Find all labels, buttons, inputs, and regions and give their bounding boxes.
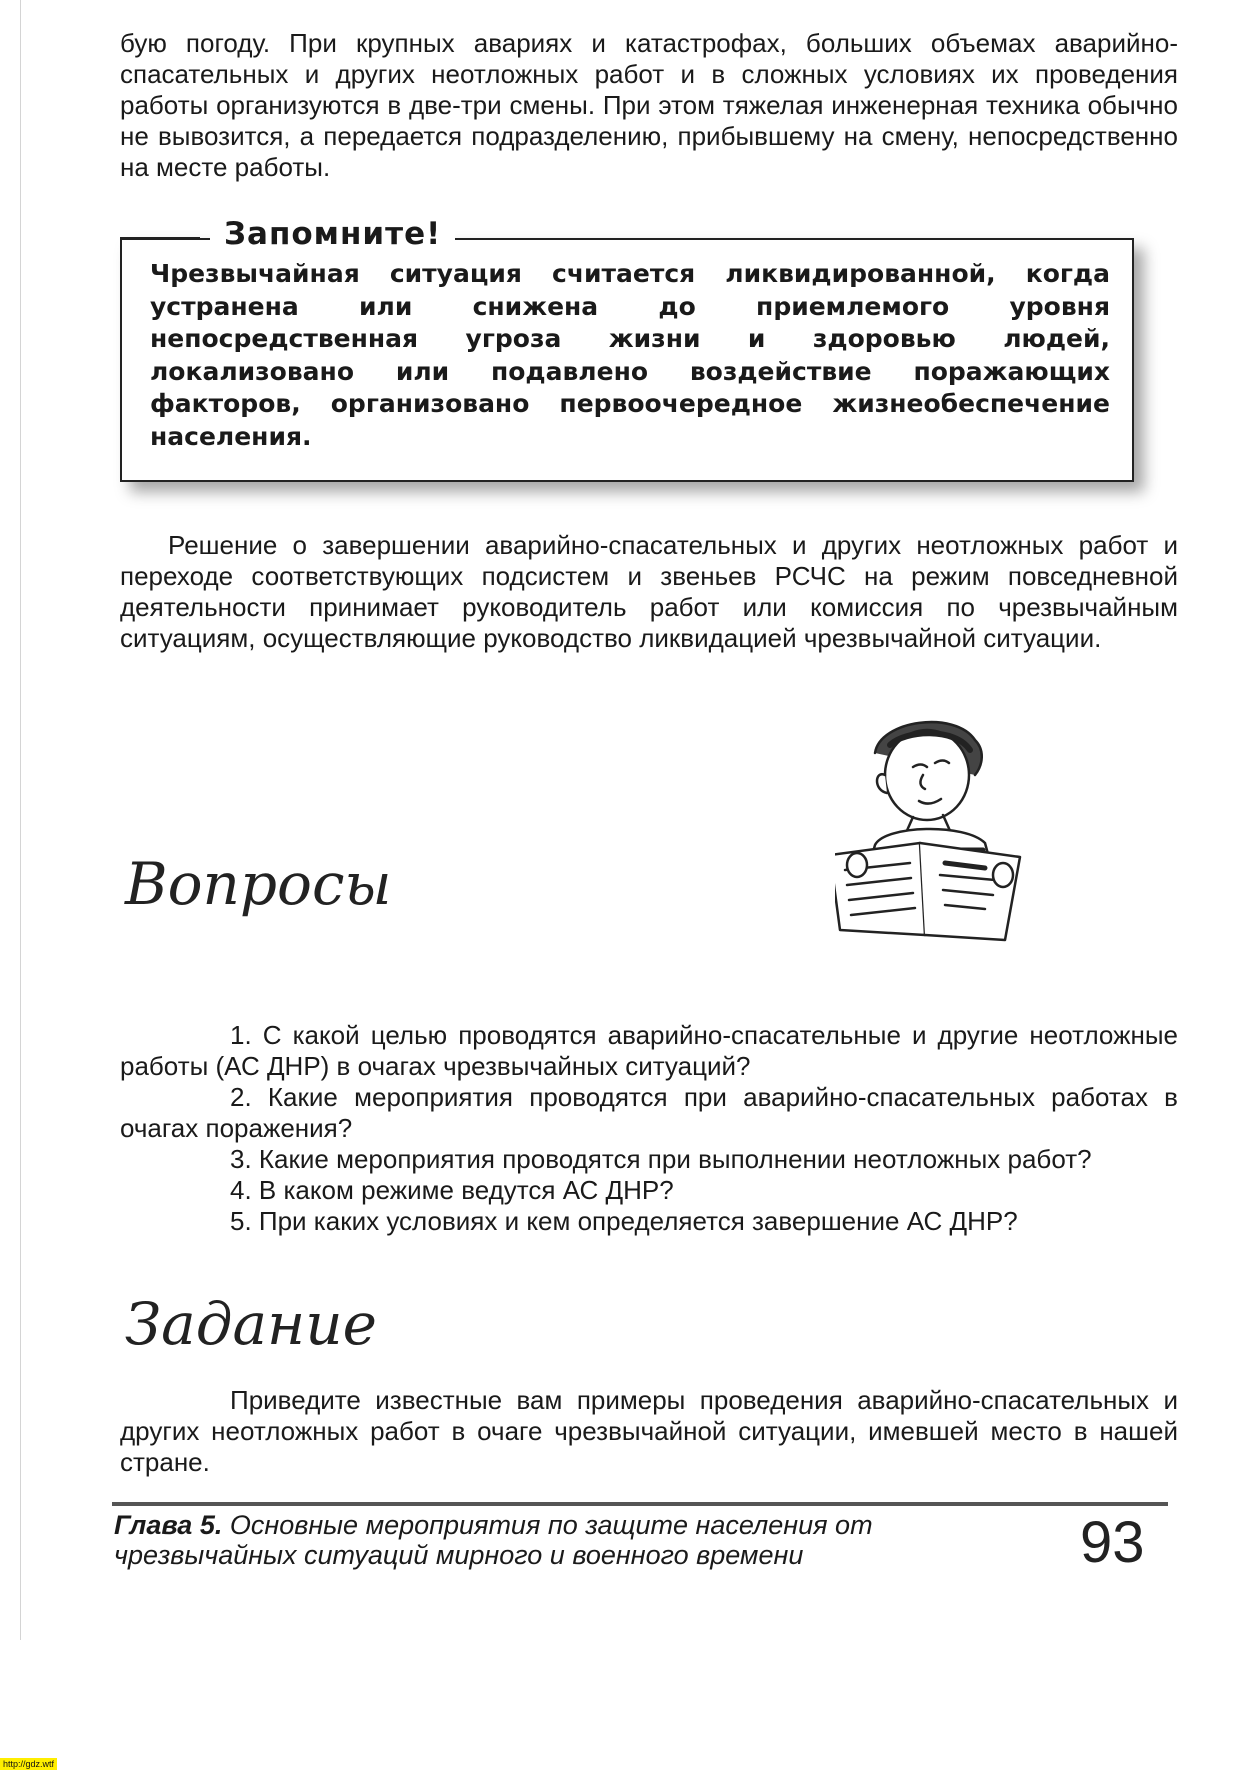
remember-text: Чрезвычайная ситуация считается ликвидированной, когда устранена или снижена до приемлемого уровня непосредственная угроза жизни и здоровью людей, локализовано или подавлено воздействие поражающих факторов, организовано первоочередное жизнеобеспечение населения.	[150, 259, 1110, 451]
remember-title: Запомните!	[210, 216, 455, 252]
chapter-title: Основные мероприятия по защите населения от чрезвычайных ситуаций мирного и военного времени	[114, 1510, 873, 1570]
reading-boy-illustration	[835, 705, 1055, 945]
question-item: 5. При каких условиях и кем определяется завершение АС ДНР?	[230, 1206, 1018, 1236]
remember-box-rule	[120, 237, 200, 239]
footer-chapter	[114, 1510, 934, 1570]
source-label[interactable]: http://gdz.wtf	[0, 1758, 57, 1770]
intro-paragraph: бую погоду. При крупных авариях и катастрофах, больших объемах аварийно-спасательных и других неотложных работ и в сложных условиях их проведения работы организуются в две-три смены. При этом тяжелая инженерная техника обычно не вывозится, а передается подразделению, прибывшему на смену, непосредственно на месте работы.	[120, 28, 1178, 182]
decision-paragraph: Решение о завершении аварийно-спасательных и других неотложных работ и переходе соответствующих подсистем и звеньев РСЧС на режим повседневной деятельности принимает руководитель работ или комиссия по чрезвычайным ситуациям, осуществляющие руководство ликвидацией чрезвычайной ситуации.	[120, 530, 1178, 653]
question-item: 2. Какие мероприятия проводятся при аварийно-спасательных работах в очагах поражения?	[120, 1082, 1178, 1143]
question-item: 3. Какие мероприятия проводятся при выполнении неотложных работ?	[230, 1144, 1092, 1174]
question-item: 4. В каком режиме ведутся АС ДНР?	[230, 1175, 674, 1205]
task-heading: Задание	[125, 1290, 377, 1358]
question-item: 1. С какой целью проводятся аварийно-спасательные и другие неотложные работы (АС ДНР) в очагах чрезвычайных ситуаций?	[120, 1020, 1178, 1081]
page-number: 93	[1080, 1510, 1145, 1575]
footer-rule	[112, 1502, 1168, 1506]
page-edge	[20, 0, 21, 1640]
questions-heading: Вопросы	[125, 850, 392, 918]
task-text: Приведите известные вам примеры проведения аварийно-спасательных и других неотложных работ в очаге чрезвычайной ситуации, имевшей место в нашей стране.	[120, 1385, 1178, 1477]
questions-list	[120, 1020, 1178, 1237]
chapter-label: Глава 5.	[114, 1510, 223, 1540]
